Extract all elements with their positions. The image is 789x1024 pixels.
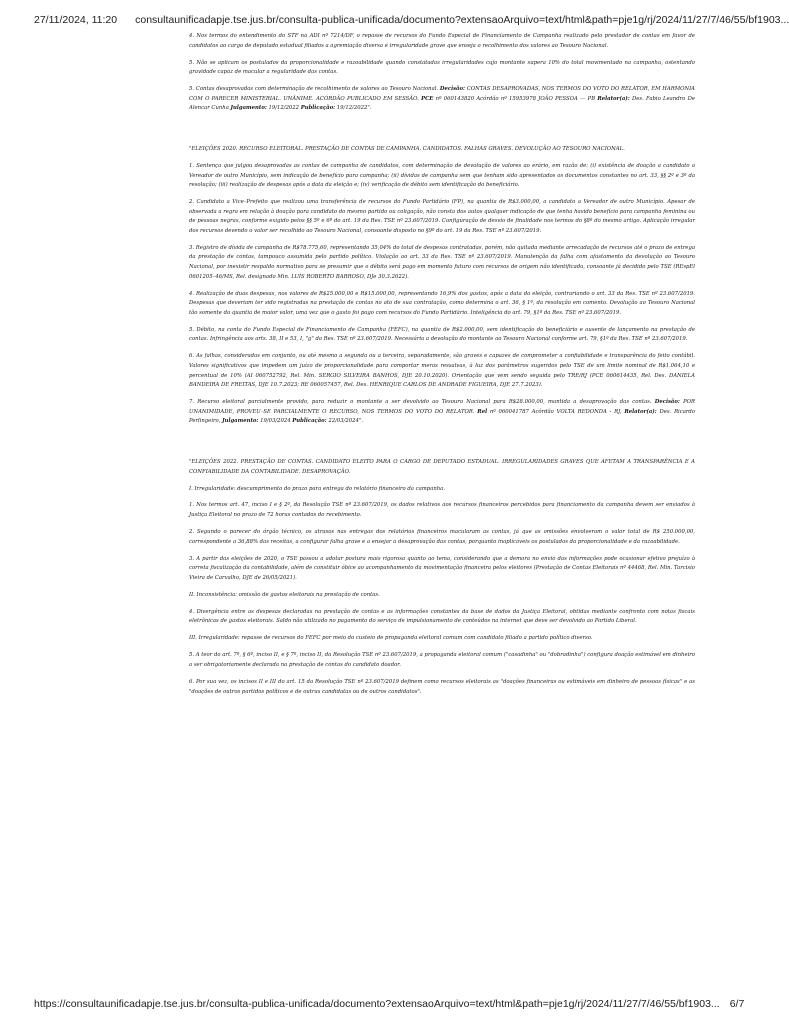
paragraph: 1. Nos termos art. 47, inciso I e § 2º, da Resolução TSE nº 23.607/2019, os dados relativos aos recursos financeiros percebidos para financiamento da campanha devem ser enviados à Justiça Eleitoral no prazo de 72 horas contados do recebimento.: [189, 502, 695, 519]
ementa-title: "ELEIÇÕES 2022. PRESTAÇÃO DE CONTAS. CANDIDATO ELEITO PARA O CARGO DE DEPUTADO ESTADUAL. IRREGULARIDADES GRAVES QUE AFETAM A TRANSPARÊNCIA E A CONFIABILIDADE DA CONTABILIDADE. DESAPROVAÇÃO.: [189, 458, 695, 475]
paragraph: 3. Registro de dívida de campanha de R$78.775,60, representando 35,04% do total de despesas contratadas, porém, não quitada mediante arrecadação de recursos até o prazo de entrega da prestação de contas, tampouco assumida pelo partido político. Violação ao art. 33 da Res. TSE nº 23.607/2019. Manutenção da falha com afastamento da devolução ao Tesouro Nacional, por inexistir respaldo normativo para se presumir que o débito será pago em momento futuro com recursos de origem não identificada, consoante já decidido pelo TSE (REspEl 0601205–46/MS, Rel. designado Min. LUÍS ROBERTO BARROSO, DJe 30.3.2022).: [189, 244, 695, 280]
paragraph: 4. Nos termos do entendimento do STF na ADI nº 7214/DF, o repasse de recursos do Fundo Especial de Financiamento de Campanha realizado pelo prestador de contas em favor de candidatos ao cargo de deputado estadual filiados a agremiação diversa é irregularidade grave que enseja o recolhimento dos valores ao Tesouro Nacional.: [189, 33, 695, 49]
paragraph: 4. Divergência entre as despesas declaradas na prestação de contas e as informações constantes da base de dados da Justiça Eleitoral, obtidas mediante confronto com notas fiscais eletrônicas de gastos eleitorais. Saldo não utilizado no pagamento do serviço de impulsionamento de conteúdos na internet que deve ser devolvido ao Partido Liberal.: [189, 608, 695, 625]
section-heading: III. Irregularidade: repasse de recursos do FEFC por meio do custeio de propaganda eleitoral comum com candidato filiado a partido político diverso.: [189, 635, 593, 642]
paragraph: 6. As falhas, consideradas em conjunto, ou até mesmo a segunda ou a terceira, separadamente, são graves e capazes de comprometer a confiabilidade e transparência do feito contábil. Valores significativos que impedem um juízo de proporcionalidade para comportar meras ressalvas, à luz dos parâmetros sugeridos pelo TSE de um limite nominal de R$1.064,10 e percentual de 10% (AI 060752792, Rel. Min. SERGIO SILVEIRA BANHOS, DJE 20.10.2020). Orientação que vem sendo seguida pelo TRE/RJ (PCE 060614435, Rel. Des. DANIELA BANDEIRA DE FREITAS, DJE 10.7.2023; RE 060057457, Rel. Des. HENRIQUE CARLOS DE ANDRADE FIGUEIRA, DJE 27.7.2023).: [189, 353, 695, 389]
print-header: [34, 14, 789, 26]
paragraph-with-decision: 7. Recurso eleitoral parcialmente provido, para reduzir o montante a ser devolvido ao Tesouro Nacional para R$28.000,00, mantida a desaprovação das contas. Decisão: POR UNANIMIDADE, PROVEU–SE PARCIALMENTE O RECURSO, NOS TERMOS DO VOTO DO RELATOR. Rel nº 060041787 Acórdão VOLTA REDONDA - RJ, Relator(a): Des. Ricardo Perlingeiro, Julgamento: 19/03/2024 Publicação: 22/03/2024".: [189, 399, 695, 425]
paragraph: 3. A partir das eleições de 2020, o TSE passou a adotar postura mais rigorosa quanto ao tema, considerando que a demora no envio das informações pode ocasionar efetivo prejuízo à correta fiscalização da contabilidade, além de constituir óbice ao acompanhamento da movimentação financeira pelos eleitores (Prestação de Contas Eleitorais nº 44468, Rel. Min. Tarcisio Vieira de Carvalho, DJE de 26/05/2021).: [189, 555, 695, 581]
paragraph: 5. A teor do art. 7º, § 6º, inciso II, e § 7º, inciso II, da Resolução TSE nº 23.607/2019, a propaganda eleitoral comum ("casadinha" ou "dobradinha") configura doação estimável em dinheiro a ser obrigatoriamente declarada na prestação de contas do candidato doador.: [189, 652, 695, 668]
paragraph: 2. Segundo o parecer do órgão técnico, os atrasos nas entregas dos relatórios financeiros macularam as contas, já que as omissões envolveram o valor total de R$ 250.000,00, correspondente a 36,88% das receitas, a configurar falha grave e a ensejar a desaprovação das contas, porquanto inaplicáveis os postulados da proporcionalidade e da razoabilidade.: [189, 529, 695, 545]
paragraph: 6. Por sua vez, os incisos II e III do art. 15 da Resolução TSE nº 23.607/2019 definem como recursos eleitorais as "doações financeiras ou estimáveis em dinheiro de pessoas físicas" e as "doações de outros partidos políticos e de outras candidatas ou de outros candidatos".: [189, 678, 695, 695]
paragraph: 4. Realização de duas despesas, nos valores de R$25.000,00 e R$15.000,00, representando 16,9% dos gastos, após a data da eleição, contrariando o art. 33 da Res. TSE nº 23.607/2019. Despesas que deveriam ter sido registradas na prestação de contas no ato de sua contratação, como determina o art. 36, § 1º, da resolução em comento. Devolução ao Tesouro Nacional tão somente da quantia de maior valor, uma vez que o gasto foi pago com recursos do Fundo Partidário. Inteligência do art. 79, §1º da Res. TSE nº 23.607/2019.: [189, 290, 695, 316]
ementa-title: "ELEIÇÕES 2020. RECURSO ELEITORAL. PRESTAÇÃO DE CONTAS DE CAMPANHA. CANDIDATOS. FALHAS GRAVES. DEVOLUÇÃO AO TESOURO NACIONAL.: [189, 145, 625, 152]
document-body: [189, 32, 695, 705]
print-header-url: consultaunificadapje.tse.jus.br/consulta-publica-unificada/documento?extensaoArquivo=text/html&path=pje1g/rj/2024/11/27/7/46/55/bf1903...: [135, 14, 789, 26]
section-heading: II. Inconsistência: omissão de gastos eleitorais na prestação de contas.: [189, 591, 380, 598]
print-datetime: 27/11/2024, 11:20: [34, 14, 118, 26]
paragraph-with-decision: 5. Contas desaprovadas com determinação de recolhimento de valores ao Tesouro Nacional. Decisão: CONTAS DESAPROVADAS, NOS TERMOS DO VOTO DO RELATOR, EM HARMONIA COM O PARECER MINISTERIAL. UNÂNIME. ACÓRDÃO PUBLICADO EM SESSÃO. PCE nº 060143820 Acórdão nº 15953978 JOÃO PESSOA — PB Relator(a): Des. Fabio Leandro De Alencar Cunha Julgamento: 19/12/2022 Publicação: 19/12/2022".: [189, 86, 696, 112]
print-footer: [34, 998, 745, 1010]
print-footer-url: https://consultaunificadapje.tse.jus.br/consulta-publica-unificada/documento?extensaoArquivo=text/html&path=pje1g/rj/2024/11/27/7/46/55/bf1903...: [34, 998, 720, 1010]
section-heading: I. Irregularidade: descumprimento do prazo para entrega do relatório financeiro da campanha.: [189, 485, 446, 492]
paragraph: 1. Sentença que julgou desaprovadas as contas de campanha de candidatos, com determinação de devolução de valores ao erário, em razão de: (i) existência de doação a candidato a Vereador de outro Município, sem indicação de benefício para campanha; (ii) dívidas de campanha sem que tenham sido apresentados os documentos constantes no art. 33, §§ 2º e 3º da resolução; (iii) realização de despesas após a data da eleição e; (iv) verificação de débito sem identificação do beneficiário.: [189, 162, 695, 189]
paragraph: 5. Não se aplicam os postulados da proporcionalidade e razoabilidade quando constatadas irregularidades cujo montante supera 10% do total movimentado na campanha, ostentando gravidade capaz de macular a regularidade das contas.: [189, 59, 695, 76]
page-number: 6/7: [729, 998, 745, 1010]
paragraph: 5. Débito, na conta do Fundo Especial de Financiamento de Campanha (FEFC), na quantia de R$2.000,00, sem identificação do beneficiário e ausente de lançamento na prestação de contas. Infringência aos arts. 38, II e 53, I, "g" da Res. TSE nº 23.607/2019. Necessária a devolução do montante ao Tesouro Nacional conforme art. 79, §1º da Res. TSE nº 23.607/2019.: [189, 326, 695, 343]
paragraph: 2. Candidato a Vice–Prefeito que realizou uma transferência de recursos do Fundo Partidário (FP), na quantia de R$3.000,00, a candidato a Vereador de outro Município. Apesar de observada a regra em relação à doação para candidato do mesmo partido ou coligação, não consta dos autos qualquer indicação de que tenha havido benefício para campanha feminina ou de pessoas negras, conforme exigido pelos §§ 5º e 6º do art. 19 da Res. TSE nº 23.607/2019. Configuração de desvio de finalidade nos termos do §8º do mesmo artigo. Aplicação irregular dos recursos devendo o valor ser recolhido ao Tesouro Nacional, consoante disposto no §9º do art. 19 da Res. TSE nº 23.607/2019.: [189, 199, 695, 234]
